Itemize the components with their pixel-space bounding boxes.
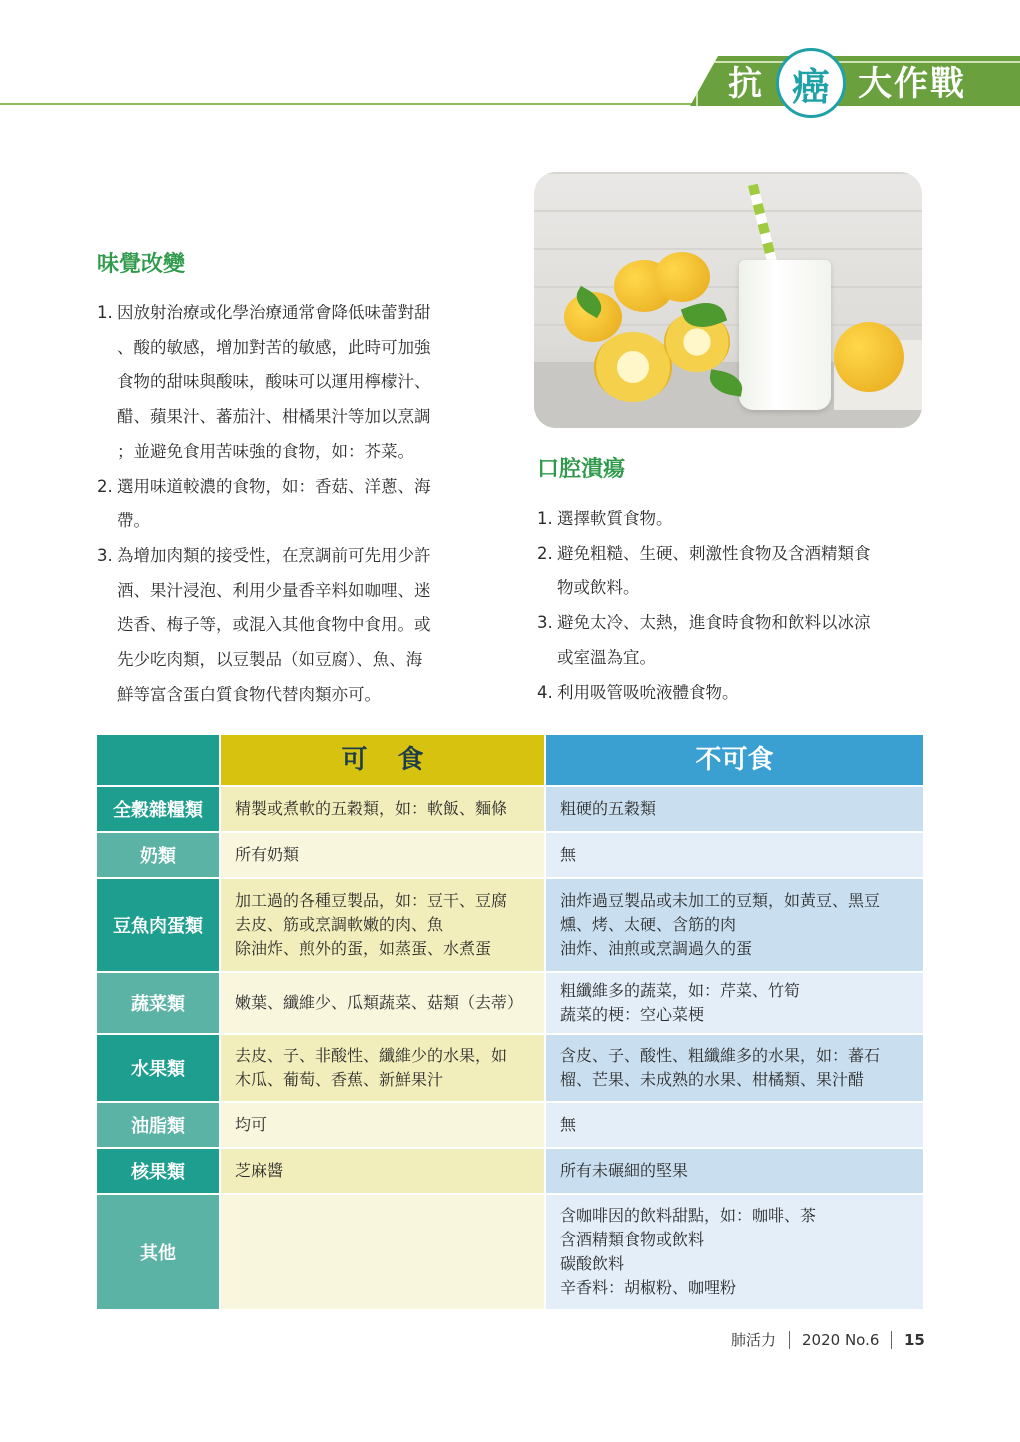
footer-page-number: 15 bbox=[904, 1331, 925, 1349]
cannot-eat-cell bbox=[546, 879, 923, 971]
cannot-eat-cell bbox=[546, 787, 923, 831]
cell-line: 加工過的各種豆製品，如：豆干、豆腐 bbox=[235, 891, 508, 910]
list-item-line: 帶。 bbox=[117, 511, 150, 531]
cannot-eat-cell bbox=[546, 1195, 923, 1309]
list-item-line: 為增加肉類的接受性，在烹調前可先用少許 bbox=[117, 545, 431, 565]
footer-magazine: 肺活力 bbox=[731, 1331, 777, 1349]
header-title-circle: 癌 bbox=[776, 48, 846, 118]
list-item-line: 迭香、梅子等，或混入其他食物中食用。或 bbox=[117, 615, 431, 635]
cell-line: 辛香料：胡椒粉、咖哩粉 bbox=[560, 1278, 737, 1297]
table-row bbox=[97, 879, 923, 973]
food-category: 其他 bbox=[97, 1195, 221, 1309]
can-eat-cell bbox=[221, 1103, 546, 1147]
cannot-eat-cell bbox=[546, 1149, 923, 1193]
food-category: 蔬菜類 bbox=[97, 973, 221, 1033]
cell-line: 所有奶類 bbox=[235, 845, 300, 864]
cell-line: 木瓜、葡萄、香蕉、新鮮果汁 bbox=[235, 1070, 444, 1089]
table-header-corner bbox=[97, 735, 221, 785]
food-category: 水果類 bbox=[97, 1035, 221, 1101]
can-eat-cell bbox=[221, 973, 546, 1033]
list-item bbox=[537, 676, 932, 711]
table-row bbox=[97, 787, 923, 833]
list-item bbox=[97, 539, 497, 713]
list-item bbox=[97, 296, 497, 470]
list-item-line: 、酸的敏感，增加對苦的敏感，此時可加強 bbox=[117, 337, 431, 357]
list-item-number: 1. bbox=[537, 509, 553, 528]
cannot-eat-cell bbox=[546, 833, 923, 877]
can-eat-cell bbox=[221, 1035, 546, 1101]
list-item-line: ；並避免食用苦味強的食物，如：芥菜。 bbox=[117, 441, 414, 461]
list-item-line: 醋、蘋果汁、蕃茄汁、柑橘果汁等加以烹調 bbox=[117, 407, 431, 427]
list-item-line: 酒、果汁浸泡、利用少量香辛料如咖哩、迷 bbox=[117, 580, 431, 600]
list-item bbox=[537, 502, 932, 537]
cell-line: 去皮、子、非酸性、纖維少的水果，如 bbox=[235, 1046, 508, 1065]
mouth-ulcer-heading: 口腔潰瘍 bbox=[537, 457, 626, 482]
cannot-eat-cell bbox=[546, 1103, 923, 1147]
list-item-line: 因放射治療或化學治療通常會降低味蕾對甜 bbox=[117, 303, 431, 322]
list-item-line: 選擇軟質食物。 bbox=[557, 509, 673, 528]
header-title-left: 抗 bbox=[728, 64, 764, 104]
lemon-milk-photo bbox=[534, 172, 922, 428]
table-header-cannot: 不可食 bbox=[546, 735, 923, 785]
cell-line: 去皮、筋或烹調軟嫩的肉、魚 bbox=[235, 915, 444, 934]
food-category: 核果類 bbox=[97, 1149, 221, 1193]
list-item-number: 3. bbox=[537, 613, 553, 633]
food-category: 全穀雜糧類 bbox=[97, 787, 221, 831]
list-item-line: 避免太冷、太熱，進食時食物和飲料以冰涼 bbox=[557, 613, 871, 633]
cell-line: 粗纖維多的蔬菜，如：芹菜、竹筍 bbox=[560, 981, 801, 1000]
footer-issue: 2020 No.6 bbox=[802, 1331, 880, 1349]
cell-line: 均可 bbox=[235, 1115, 268, 1134]
can-eat-cell bbox=[221, 879, 546, 971]
can-eat-cell bbox=[221, 1195, 546, 1309]
cell-line: 油炸、油煎或烹調過久的蛋 bbox=[560, 939, 753, 958]
table-row bbox=[97, 1195, 923, 1311]
food-table bbox=[97, 735, 923, 1311]
cell-line: 粗硬的五穀類 bbox=[560, 799, 657, 818]
list-item-line: 物或飲料。 bbox=[557, 578, 640, 598]
taste-change-heading: 味覺改變 bbox=[97, 252, 186, 277]
footer-divider bbox=[789, 1331, 790, 1349]
list-item-line: 鮮等富含蛋白質食物代替肉類亦可。 bbox=[117, 684, 381, 704]
list-item-line: 食物的甜味與酸味，酸味可以運用檸檬汁、 bbox=[117, 372, 431, 392]
taste-change-list bbox=[97, 296, 497, 712]
cell-line: 所有未碾細的堅果 bbox=[560, 1161, 689, 1180]
list-item-number: 2. bbox=[537, 543, 553, 563]
food-category: 油脂類 bbox=[97, 1103, 221, 1147]
list-item bbox=[537, 606, 932, 675]
table-row bbox=[97, 1149, 923, 1195]
cell-line: 除油炸、煎外的蛋，如蒸蛋、水煮蛋 bbox=[235, 939, 492, 958]
header-title-right: 大作戰 bbox=[858, 64, 966, 104]
cell-line: 無 bbox=[560, 845, 577, 864]
list-item-number: 3. bbox=[97, 545, 113, 565]
list-item-line: 利用吸管吸吮液體食物。 bbox=[557, 682, 739, 702]
list-item-number: 2. bbox=[97, 476, 113, 496]
table-row bbox=[97, 1103, 923, 1149]
header-rule bbox=[0, 103, 700, 105]
cell-line: 無 bbox=[560, 1115, 577, 1134]
cell-line: 蔬菜的梗：空心菜梗 bbox=[560, 1005, 705, 1024]
table-header-row bbox=[97, 735, 923, 787]
cell-line: 榴、芒果、未成熟的水果、柑橘類、果汁醋 bbox=[560, 1070, 865, 1089]
food-category: 奶類 bbox=[97, 833, 221, 877]
cell-line: 含酒精類食物或飲料 bbox=[560, 1230, 705, 1249]
food-category: 豆魚肉蛋類 bbox=[97, 879, 221, 971]
list-item bbox=[537, 537, 932, 606]
cell-line: 精製或煮軟的五穀類，如：軟飯、麵條 bbox=[235, 799, 508, 818]
can-eat-cell bbox=[221, 1149, 546, 1193]
table-header-can: 可食 bbox=[221, 735, 546, 785]
mouth-ulcer-list bbox=[537, 502, 932, 710]
list-item-line: 先少吃肉類，以豆製品（如豆腐）、魚、海 bbox=[117, 650, 423, 670]
table-row bbox=[97, 1035, 923, 1103]
list-item-line: 避免粗糙、生硬、刺激性食物及含酒精類食 bbox=[557, 543, 871, 563]
cannot-eat-cell bbox=[546, 1035, 923, 1101]
list-item bbox=[97, 470, 497, 539]
cell-line: 含咖啡因的飲料甜點，如：咖啡、茶 bbox=[560, 1206, 817, 1225]
list-item-line: 選用味道較濃的食物，如：香菇、洋蔥、海 bbox=[117, 476, 431, 496]
cannot-eat-cell bbox=[546, 973, 923, 1033]
cell-line: 燻、烤、太硬、含筋的肉 bbox=[560, 915, 737, 934]
cell-line: 含皮、子、酸性、粗纖維多的水果，如：蕃石 bbox=[560, 1046, 881, 1065]
table-row bbox=[97, 833, 923, 879]
table-row bbox=[97, 973, 923, 1035]
cell-line: 嫩葉、纖維少、瓜類蔬菜、菇類（去蒂） bbox=[235, 993, 524, 1012]
list-item-number: 4. bbox=[537, 682, 553, 702]
cell-line: 碳酸飲料 bbox=[560, 1254, 625, 1273]
can-eat-cell bbox=[221, 833, 546, 877]
cell-line: 油炸過豆製品或未加工的豆類，如黃豆、黑豆 bbox=[560, 891, 881, 910]
can-eat-cell bbox=[221, 787, 546, 831]
list-item-number: 1. bbox=[97, 303, 113, 322]
footer-divider bbox=[891, 1331, 892, 1349]
list-item-line: 或室溫為宜。 bbox=[557, 647, 656, 667]
cell-line: 芝麻醬 bbox=[235, 1161, 284, 1180]
